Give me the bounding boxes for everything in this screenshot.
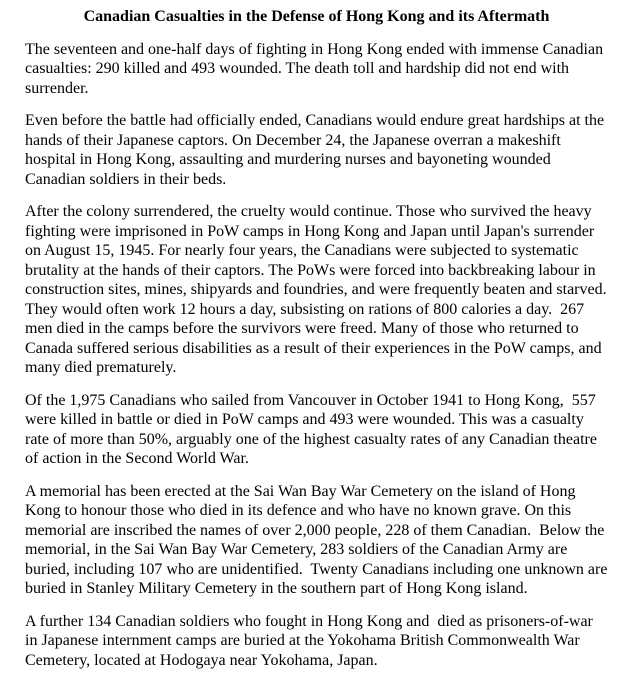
paragraph-pow-camps: After the colony surrendered, the cruelty would continue. Those who survived the heavy fighting were imprisoned in PoW camps in Hong Kong and Japan until Japan's surrender on August 15, 1945. For nearly four years, the Canadians were subjected to systematic brutality at the hands of their captors. The PoWs were forced into backbreaking labour in construction sites, mines, shipyards and foundries, and were frequently beaten and starved. They would often work 12 hours a day, subsisting on rations of 800 calories a day. 267 men died in the camps before the survivors were freed. Many of those who returned to Canada suffered serious disabilities as a result of their experiences in the PoW camps, and many died prematurely.	[25, 203, 615, 376]
paragraph-casualty-rate: Of the 1,975 Canadians who sailed from Vancouver in October 1941 to Hong Kong, 557 were killed in battle or died in PoW camps and 493 were wounded. This was a casualty rate of more than 50%, arguably one of the highest casualty rates of any Canadian theatre of action in the Second World War.	[25, 391, 601, 467]
document-title: Canadian Casualties in the Defense of Hong Kong and its Aftermath	[83, 8, 550, 25]
paragraph-casualty-summary: The seventeen and one-half days of fighting in Hong Kong ended with immense Canadian casualties: 290 killed and 493 wounded. The death toll and hardship did not end with surrender.	[25, 40, 608, 97]
paragraph-sai-wan-memorial: A memorial has been erected at the Sai Wan Bay War Cemetery on the island of Hong Kong to honour those who died in its defence and who have no known grave. On this memorial are inscribed the names of over 2,000 people, 228 of them Canadian. Below the memorial, in the Sai Wan Bay War Cemetery, 283 soldiers of the Canadian Army are buried, including 107 who are unidentified. Twenty Canadians including one unknown are buried in Stanley Military Cemetery in the southern part of Hong Kong island.	[25, 482, 612, 597]
paragraph-yokohama-cemetery: A further 134 Canadian soldiers who fought in Hong Kong and died as prisoners-of-war in Japanese internment camps are buried at the Yokohama British Commonwealth War Cemetery, located at Hodogaya near Yokohama, Japan.	[25, 612, 597, 669]
paragraph-hospital-attack: Even before the battle had officially ended, Canadians would endure great hardships at the hands of their Japanese captors. On December 24, the Japanese overran a makeshift hospital in Hong Kong, assaulting and murdering nurses and bayoneting wounded Canadian soldiers in their beds.	[25, 112, 609, 188]
